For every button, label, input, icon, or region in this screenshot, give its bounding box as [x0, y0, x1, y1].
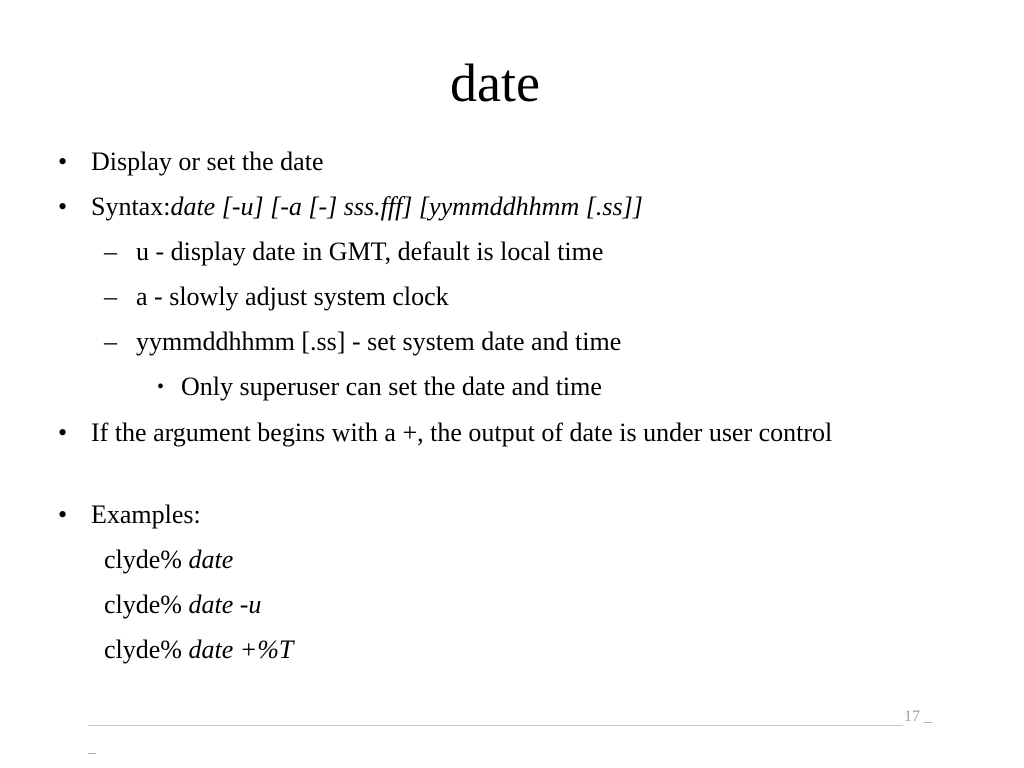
example-command: date -u: [188, 590, 262, 619]
syntax-code: date [-u] [-a [-] sss.fff] [yymmddhhmm [.ss]]: [170, 192, 643, 221]
example-line: [104, 544, 233, 576]
bullet-display-or-set: Display or set the date: [91, 147, 324, 176]
footer-divider: [88, 725, 903, 726]
example-command: date +%T: [188, 635, 294, 664]
bullet-icon: •: [157, 376, 165, 398]
dash-icon: –: [104, 327, 117, 356]
bullet-icon: •: [58, 500, 68, 529]
page-number-suffix: _: [924, 708, 932, 725]
sub-bullet-a-option: a - slowly adjust system clock: [136, 282, 449, 311]
example-command: date: [188, 545, 234, 574]
sub-bullet-u-option: u - display date in GMT, default is local time: [136, 237, 604, 266]
bullet-syntax: [91, 191, 643, 223]
dash-icon: –: [104, 237, 117, 266]
bullet-plus-argument: If the argument begins with a +, the output of date is under user control: [91, 418, 833, 447]
slide-title: date: [450, 53, 540, 113]
page-number: 17: [904, 708, 920, 725]
bullet-icon: •: [58, 147, 68, 176]
example-line: [104, 634, 293, 666]
sub-sub-bullet-superuser: Only superuser can set the date and time: [181, 372, 602, 401]
syntax-label: Syntax:: [91, 192, 171, 221]
example-line: [104, 589, 261, 621]
example-prompt: clyde%: [104, 635, 182, 664]
example-prompt: clyde%: [104, 545, 182, 574]
footer-trailing-mark: _: [88, 739, 96, 756]
sub-bullet-set-datetime: yymmddhhmm [.ss] - set system date and time: [136, 327, 622, 356]
bullet-examples: Examples:: [91, 500, 201, 529]
bullet-icon: •: [58, 418, 68, 447]
bullet-icon: •: [58, 192, 68, 221]
example-prompt: clyde%: [104, 590, 182, 619]
dash-icon: –: [104, 282, 117, 311]
